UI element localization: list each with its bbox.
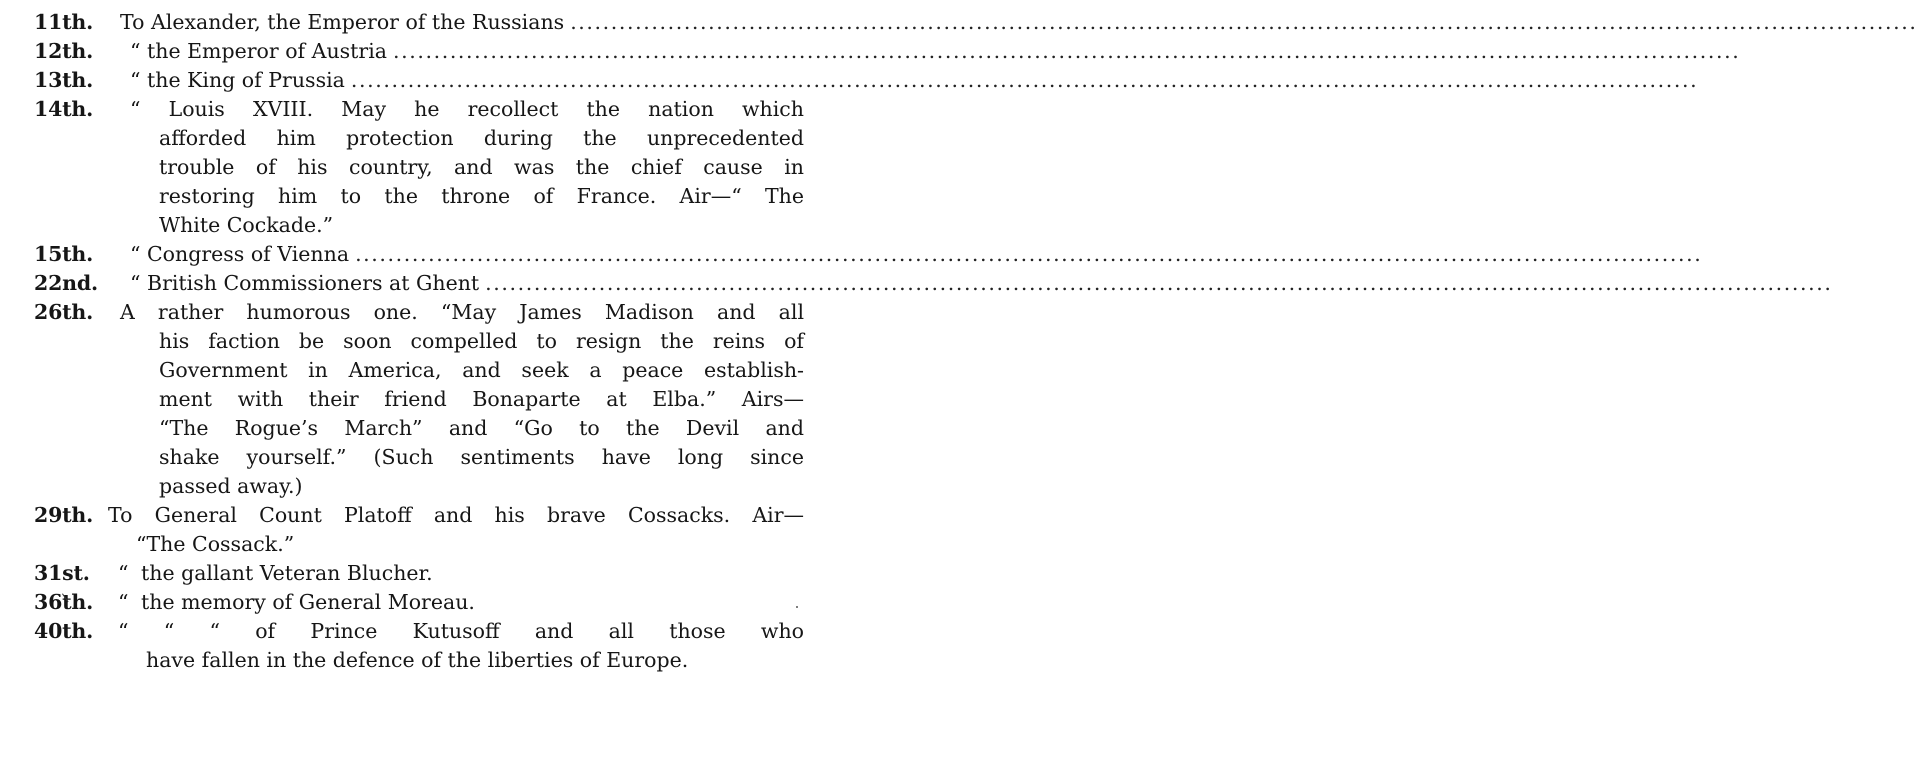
toast-text <box>108 617 804 675</box>
toast-number: 13th. <box>34 68 94 92</box>
toast-item-26 <box>34 298 804 501</box>
toast-first-line: A rather humorous one. “May James Madison and all <box>120 300 804 324</box>
toast-first-line: Congress of Vienna <box>147 242 350 266</box>
toast-item-11 <box>34 8 1918 37</box>
toast-continuation-line: his faction be soon compelled to resign the reins of <box>159 329 804 353</box>
toast-number: 40th. <box>34 619 94 643</box>
toast-continuation-line: restoring him to the throne of France. Air—“ The <box>159 184 804 208</box>
toast-first-line: “ “ “ of Prince Kutusoff and all those who <box>118 619 804 643</box>
toast-text <box>108 501 804 559</box>
toast-continuation-line: shake yourself.” (Such sentiments have long since <box>159 445 804 469</box>
toast-prefix: To <box>120 10 151 34</box>
toast-continuation-line: Government in America, and seek a peace establish- <box>159 358 804 382</box>
toast-number: 12th. <box>34 39 94 63</box>
toast-continuation-line: White Cockade.” <box>159 213 334 237</box>
toast-prefix: “ <box>118 561 135 585</box>
toast-number: 15th. <box>34 242 94 266</box>
toast-continuation-line: “The Rogue’s March” and “Go to the Devil and <box>159 416 804 440</box>
toast-item-31 <box>34 559 804 588</box>
toast-first-line: Alexander, the Emperor of the Russians <box>150 10 565 34</box>
toast-first-line: To General Count Platoff and his brave Cossacks. Air— <box>108 503 804 527</box>
toast-item-29 <box>34 501 804 559</box>
toast-first-line: the memory of General Moreau. <box>141 590 475 614</box>
toast-text <box>120 269 1833 298</box>
leader-dots: ...................................................................................................................................................................... <box>355 242 1703 266</box>
toast-number: 36th. <box>34 590 94 614</box>
toast-prefix: “ <box>130 39 147 63</box>
toast-first-line: “ Louis XVIII. May he recollect the nation which <box>130 97 804 121</box>
toast-continuation-line: have fallen in the defence of the liberties of Europe. <box>146 648 689 672</box>
toast-text <box>120 95 804 240</box>
toast-text <box>108 588 804 617</box>
toast-number: 26th. <box>34 300 94 324</box>
toast-item-13 <box>34 66 1699 95</box>
toast-continuation-line: trouble of his country, and was the chief cause in <box>159 155 804 179</box>
toast-list <box>34 8 1918 675</box>
toast-number: 29th. <box>34 503 94 527</box>
toast-prefix: “ <box>130 68 147 92</box>
toast-text <box>120 298 804 501</box>
leader-dots: ...................................................................................................................................................................... <box>485 271 1833 295</box>
leader-dots: ...................................................................................................................................................................... <box>570 10 1918 34</box>
toast-number: 14th. <box>34 97 94 121</box>
toast-continuation-line: afforded him protection during the unprecedented <box>159 126 804 150</box>
toast-prefix: “ <box>130 271 147 295</box>
toast-continuation-line: “The Cossack.” <box>136 532 295 556</box>
paper-speck <box>796 606 798 608</box>
toast-item-22 <box>34 269 1833 298</box>
toast-item-40 <box>34 617 804 675</box>
toast-text <box>108 559 804 588</box>
leader-dots: ...................................................................................................................................................................... <box>393 39 1741 63</box>
toast-item-15 <box>34 240 1703 269</box>
toast-continuation-line: passed away.) <box>159 474 303 498</box>
toast-number: 11th. <box>34 10 94 34</box>
toast-text <box>120 240 1703 269</box>
toast-continuation-line: ment with their friend Bonaparte at Elba.” Airs— <box>159 387 804 411</box>
toast-first-line: the gallant Veteran Blucher. <box>141 561 433 585</box>
leader-dots: ...................................................................................................................................................................... <box>350 68 1699 92</box>
toast-item-36 <box>34 588 804 617</box>
toast-first-line: the Emperor of Austria <box>147 39 387 63</box>
toast-first-line: British Commissioners at Ghent <box>147 271 480 295</box>
toast-text <box>120 8 1918 37</box>
toast-prefix: “ <box>118 590 135 614</box>
toast-number: 31st. <box>34 561 90 585</box>
toast-item-14 <box>34 95 804 240</box>
toast-text <box>120 66 1699 95</box>
toast-first-line: the King of Prussia <box>147 68 345 92</box>
toast-prefix: “ <box>130 242 147 266</box>
toast-text <box>120 37 1741 66</box>
toast-item-12 <box>34 37 1741 66</box>
toast-number: 22nd. <box>34 271 98 295</box>
